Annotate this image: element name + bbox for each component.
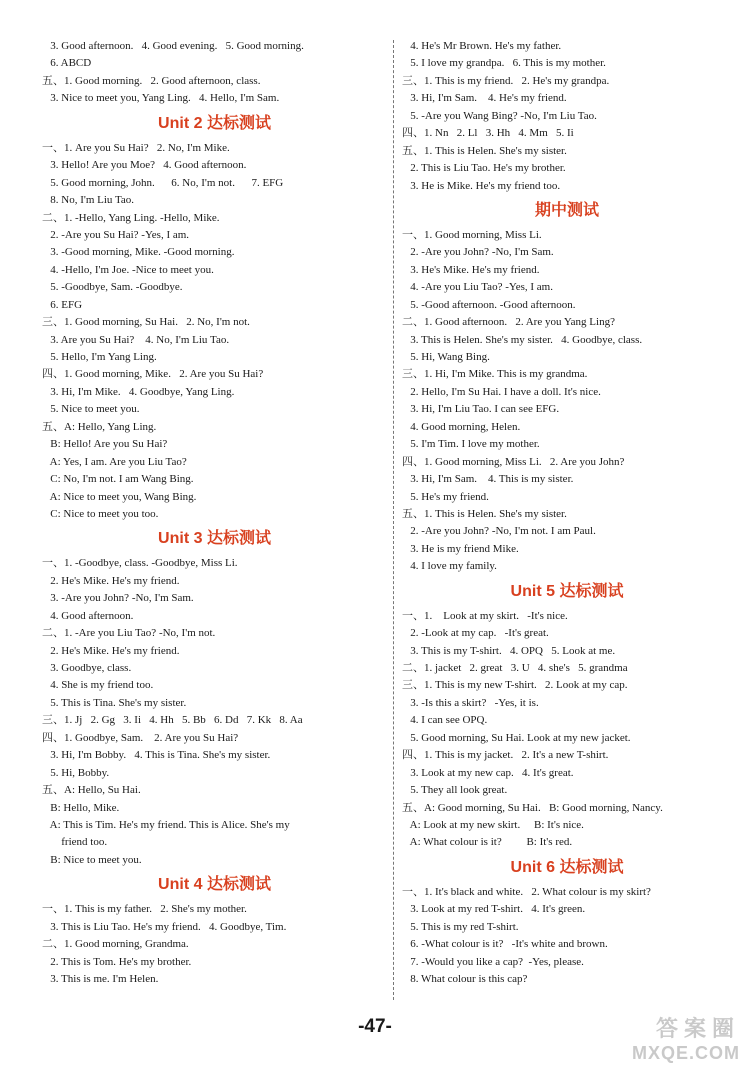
answer-line: 五、A: Hello, Yang Ling. <box>42 420 157 433</box>
answer-line: 四、1. Good morning, Miss Li. 2. Are you John? <box>402 455 625 468</box>
answer-line: 3. This is Helen. She's my sister. 4. Goodbye, class. <box>402 333 643 346</box>
answer-line: 4. I can see OPQ. <box>402 714 488 727</box>
answer-line: 4. I love my family. <box>402 560 497 573</box>
answer-line: 3. He's Mike. He's my friend. <box>402 263 540 276</box>
answer-line: 3. -Is this a skirt? -Yes, it is. <box>402 696 539 709</box>
answer-line: 2. Hello, I'm Su Hai. I have a doll. It's nice. <box>402 385 601 398</box>
answer-line: 6. EFG <box>42 298 83 311</box>
answer-line: 5. Hi, Wang Bing. <box>402 351 490 363</box>
answer-line: 4. Good afternoon. <box>42 609 134 622</box>
answer-line: 3. Hi, I'm Bobby. 4. This is Tina. She's my sister. <box>42 749 271 762</box>
column-divider <box>393 40 394 1000</box>
answer-line: 一、1. Look at my skirt. -It's nice. <box>402 609 568 622</box>
answer-line: 五、1. This is Helen. She's my sister. <box>402 507 567 520</box>
answer-line: 二、1. Good afternoon. 2. Are you Yang Ling? <box>402 316 615 329</box>
section-title: Unit 2 达标测试 <box>158 114 271 132</box>
section-title: 期中测试 <box>534 201 599 219</box>
answer-line: 4. Good morning, Helen. <box>402 420 521 433</box>
answer-line: 3. Hi, I'm Sam. 4. He's my friend. <box>402 92 567 105</box>
answer-line: 7. -Would you like a cap? -Yes, please. <box>402 955 584 968</box>
answer-line: 5. I love my grandpa. 6. This is my mother. <box>402 57 606 70</box>
answer-line: 5. He's my friend. <box>402 490 489 503</box>
section-title: Unit 4 达标测试 <box>158 876 271 894</box>
watermark-logo <box>632 1012 740 1064</box>
answer-line: 三、1. Good morning, Su Hai. 2. No, I'm not. <box>42 316 250 329</box>
answer-column-right <box>402 38 732 988</box>
answer-line: 5. Good morning, Su Hai. Look at my new jacket. <box>402 731 631 744</box>
answer-line: 二、1. -Are you Liu Tao? -No, I'm not. <box>42 627 216 640</box>
answer-line: 三、1. Hi, I'm Mike. This is my grandma. <box>402 368 588 381</box>
answer-line: A: Look at my new skirt. B: It's nice. <box>402 818 584 831</box>
answer-line: 4. -Are you Liu Tao? -Yes, I am. <box>402 281 553 294</box>
answer-line: C: No, I'm not. I am Wang Bing. <box>42 473 194 486</box>
answer-line: 8. What colour is this cap? <box>402 973 528 985</box>
answer-line: 3. Hi, I'm Liu Tao. I can see EFG. <box>402 403 560 416</box>
answer-line: A: Yes, I am. Are you Liu Tao? <box>42 455 187 468</box>
answer-line: 2. He's Mike. He's my friend. <box>42 644 180 657</box>
answer-line: 二、1. -Hello, Yang Ling. -Hello, Mike. <box>42 211 220 224</box>
answer-line: friend too. <box>42 836 108 849</box>
answer-line: 3. He is Mike. He's my friend too. <box>402 179 561 192</box>
answer-line: 3. He is my friend Mike. <box>402 542 519 555</box>
answer-line: B: Hello! Are you Su Hai? <box>42 438 168 451</box>
answer-line: 5. -Are you Wang Bing? -No, I'm Liu Tao. <box>402 109 597 122</box>
answer-line: B: Hello, Mike. <box>42 801 120 814</box>
answer-line: 3. This is my T-shirt. 4. OPQ 5. Look at me. <box>402 644 616 657</box>
answer-line: A: Nice to meet you, Wang Bing. <box>42 490 197 503</box>
answer-line: 四、1. Goodbye, Sam. 2. Are you Su Hai? <box>42 731 239 744</box>
answer-line: 6. -What colour is it? -It's white and brown. <box>402 938 608 951</box>
answer-line: 5. -Goodbye, Sam. -Goodbye. <box>42 281 183 294</box>
answer-line: 3. Look at my new cap. 4. It's great. <box>402 766 574 779</box>
answer-line: B: Nice to meet you. <box>42 853 142 866</box>
answer-line: 3. Goodbye, class. <box>42 662 132 674</box>
answer-line: 一、1. Good morning, Miss Li. <box>402 228 542 241</box>
answer-line: 3. Good afternoon. 4. Good evening. 5. Good morning. <box>42 40 304 52</box>
answer-line: 3. -Are you John? -No, I'm Sam. <box>42 592 194 605</box>
watermark-top-text: 答案圈 <box>655 1016 740 1041</box>
answer-line: A: What colour is it? B: It's red. <box>402 836 573 849</box>
answer-line: 2. -Look at my cap. -It's great. <box>402 627 549 640</box>
answer-line: 4. -Hello, I'm Joe. -Nice to meet you. <box>42 263 214 276</box>
answer-line: 3. Are you Su Hai? 4. No, I'm Liu Tao. <box>42 333 230 346</box>
answer-line: 三、1. This is my new T-shirt. 2. Look at my cap. <box>402 679 628 692</box>
answer-line: 四、1. Nn 2. Ll 3. Hh 4. Mm 5. Ii <box>402 127 574 140</box>
answer-line: 5. This is Tina. She's my sister. <box>42 696 187 709</box>
answer-line: 3. Hi, I'm Sam. 4. This is my sister. <box>402 473 574 486</box>
answer-line: 3. Hi, I'm Mike. 4. Goodbye, Yang Ling. <box>42 385 235 398</box>
answer-line: 5. This is my red T-shirt. <box>402 920 519 933</box>
answer-line: 5. Nice to meet you. <box>42 403 140 416</box>
answer-line: 五、A: Hello, Su Hai. <box>42 784 141 797</box>
answer-line: 五、1. This is Helen. She's my sister. <box>402 144 567 157</box>
answer-line: 3. This is me. I'm Helen. <box>42 973 159 985</box>
answer-line: 一、1. It's black and white. 2. What colour is my skirt? <box>402 885 651 898</box>
answer-line: 4. He's Mr Brown. He's my father. <box>402 40 562 52</box>
answer-line: 五、1. Good morning. 2. Good afternoon, class. <box>42 74 261 87</box>
answer-line: 三、1. Jj 2. Gg 3. Ii 4. Hh 5. Bb 6. Dd 7. Kk 8. Aa <box>42 714 303 727</box>
answer-line: 五、A: Good morning, Su Hai. B: Good morning, Nancy. <box>402 801 663 814</box>
watermark-bottom-text: MXQE.COM <box>631 1043 740 1063</box>
answer-line: 2. This is Tom. He's my brother. <box>42 955 192 968</box>
answer-line: C: Nice to meet you too. <box>42 507 159 520</box>
answer-line: 2. He's Mike. He's my friend. <box>42 574 180 587</box>
answer-line: 5. -Good afternoon. -Good afternoon. <box>402 298 576 311</box>
answer-line: 一、1. Are you Su Hai? 2. No, I'm Mike. <box>42 141 230 154</box>
answer-line: 3. Hello! Are you Moe? 4. Good afternoon. <box>42 159 247 172</box>
answer-line: 四、1. Good morning, Mike. 2. Are you Su Hai? <box>42 368 264 381</box>
answer-line: 四、1. This is my jacket. 2. It's a new T-shirt. <box>402 749 609 762</box>
answer-line: 5. Good morning, John. 6. No, I'm not. 7. EFG <box>42 176 284 189</box>
section-title: Unit 3 达标测试 <box>158 530 271 548</box>
section-title: Unit 6 达标测试 <box>510 858 624 876</box>
answer-line: A: This is Tim. He's my friend. This is Alice. She's my <box>42 818 290 831</box>
answer-line: 2. This is Liu Tao. He's my brother. <box>402 162 566 175</box>
answer-line: 3. Nice to meet you, Yang Ling. 4. Hello, I'm Sam. <box>42 92 280 105</box>
answer-line: 二、1. Good morning, Grandma. <box>42 938 189 951</box>
answer-line: 2. -Are you Su Hai? -Yes, I am. <box>42 228 190 241</box>
answer-line: 3. Look at my red T-shirt. 4. It's green. <box>402 903 586 916</box>
section-title: Unit 5 达标测试 <box>510 582 624 600</box>
answer-column-left <box>42 38 387 988</box>
answer-line: 一、1. -Goodbye, class. -Goodbye, Miss Li. <box>42 557 238 570</box>
answer-line: 2. -Are you John? -No, I'm Sam. <box>402 246 554 259</box>
answer-line: 5. Hi, Bobby. <box>42 766 110 779</box>
answer-line: 5. Hello, I'm Yang Ling. <box>42 351 157 363</box>
answer-line: 3. -Good morning, Mike. -Good morning. <box>42 246 235 259</box>
answer-line: 6. ABCD <box>42 57 92 70</box>
answer-line: 一、1. This is my father. 2. She's my mother. <box>42 903 247 916</box>
answer-line: 3. This is Liu Tao. He's my friend. 4. Goodbye, Tim. <box>42 920 287 933</box>
page-number: -47- <box>358 1016 392 1037</box>
answer-line: 2. -Are you John? -No, I'm not. I am Paul. <box>402 525 596 538</box>
answer-line: 4. She is my friend too. <box>42 679 154 692</box>
answer-line: 二、1. jacket 2. great 3. U 4. she's 5. grandma <box>402 662 628 674</box>
answer-line: 5. I'm Tim. I love my mother. <box>402 438 540 451</box>
answer-line: 三、1. This is my friend. 2. He's my grandpa. <box>402 74 610 87</box>
answer-line: 5. They all look great. <box>402 784 508 797</box>
answer-line: 8. No, I'm Liu Tao. <box>42 194 135 207</box>
